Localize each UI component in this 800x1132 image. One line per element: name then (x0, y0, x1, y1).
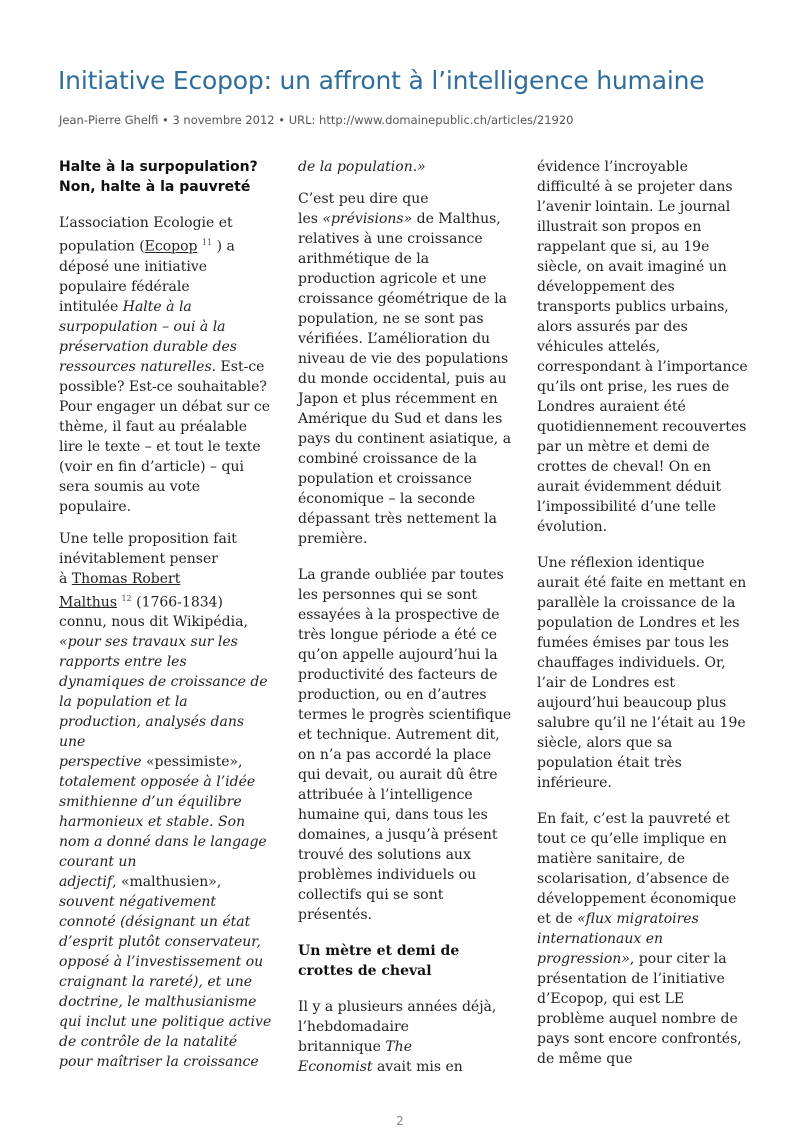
quote-end: de la population.» (298, 159, 426, 175)
malthus-link[interactable]: Malthus (59, 594, 118, 611)
ecopop-link[interactable]: Ecopop (144, 238, 198, 255)
paragraph: Une réflexion identique aurait été faite en mettant en parallèle la croissance de la population de Londres et les fumées émises par tous les chauffages individuels. Or, l’air de Londres est aujourd’hui beaucoup plus salubre qu’il ne l’était au 19e siècle, alors que sa population était très inférieure. (537, 555, 747, 791)
page-number: 2 (396, 1114, 404, 1128)
article-title: Initiative Ecopop: un affront à l’intelligence humaine (58, 66, 705, 95)
paragraph: C’est peu dire que les «prévisions» de Malthus, relatives à une croissance arithmétique de la production agricole et une croissance géométrique de la population, ne se sont pas vérifiées. L’amélioration du niveau de vie des populations du monde occidental, puis au Japon et plus récemment en Amérique du Sud et dans les pays du continent asiatique, a combiné croissance de la population et croissance économique – la seconde dépassant très nettement la première. (298, 191, 512, 547)
article-byline: Jean-Pierre Ghelfi • 3 novembre 2012 • URL: http://www.domainepublic.ch/articles/21920 (59, 113, 574, 127)
paragraph: Une telle proposition fait inévitablement penser à Thomas Robert Malthus $^{12}$ (1766-1834) connu, nous dit Wikipédia, «pour ses travaux sur les rapports entre les dynamiques de croissance de la population et la production, analysés dans une perspective «pessimiste», totalement opposée à l’idée smithienne d’un équilibre harmonieux et stable. Son nom a donné dans le langage courant un adjectif, «malthusien», souvent négativement connoté (désignant un état d’esprit plutôt conservateur, opposé à l’investissement ou craignant la rareté), et une doctrine, le malthusianisme qui inclut une politique active de contrôle de la natalité pour maîtriser la croissance (59, 530, 272, 1071)
column-2 (298, 157, 510, 1077)
paragraph: évidence l’incroyable difficulté à se projeter dans l’avenir lointain. Le journal illustrait son propos en rappelant que si, au 19e siècle, on avait imaginé un développement des transports publics urbains, alors assurés par des véhicules attelés, correspondant à l’importance qu’ils ont prise, les rues de Londres auraient été quotidiennement recouvertes par un mètre et demi de crottes de cheval! On en aurait évidemment déduit l’impossibilité d’une telle évolution. (537, 159, 748, 535)
paragraph: La grande oubliée par toutes les personnes qui se sont essayées à la prospective de très longue période a été ce qu’on appelle aujourd’hui la productivité des facteurs de production, ou en d’autres termes le progrès scientifique et technique. Autrement dit, on n’a pas accordé la place qui devait, ou aurait dû être attribuée à l’intelligence humaine qui, dans tous les domaines, a jusqu’à présent trouvé des solutions aux problèmes individuels ou collectifs qui se sont présentés. (298, 567, 512, 923)
paragraph: L’association Ecologie et population (Ecopop $^{11}$ ) a déposé une initiative populaire fédérale intitulée Halte à la surpopulation – oui à la préservation durable des ressources naturelles. Est-ce possible? Est-ce souhaitable? Pour engager un débat sur ce thème, il faut au préalable lire le texte – et tout le texte (voir en fin d’article) – qui sera soumis au vote populaire. (59, 215, 271, 515)
section-heading-1: Halte à la surpopulation? Non, halte à la pauvreté (59, 159, 258, 195)
paragraph: Il y a plusieurs années déjà, l’hebdomadaire britannique The Economist avait mis en (298, 999, 497, 1075)
column-1 (59, 157, 273, 1072)
footnote-ref[interactable]: 11 (201, 238, 213, 247)
paragraph: En fait, c’est la pauvreté et tout ce qu’elle implique en matière sanitaire, de scolarisation, d’absence de développement économique et de «flux migratoires internationaux en progression», pour citer la présentation de l’initiative d’Ecopop, qui est LE problème auquel nombre de pays sont encore confrontés, de même que (537, 811, 742, 1067)
section-heading-2: Un mètre et demi de crottes de cheval (298, 943, 460, 979)
malthus-link[interactable]: Thomas Robert (71, 570, 181, 587)
footnote-ref[interactable]: 12 (121, 593, 132, 603)
column-3 (537, 157, 781, 1069)
